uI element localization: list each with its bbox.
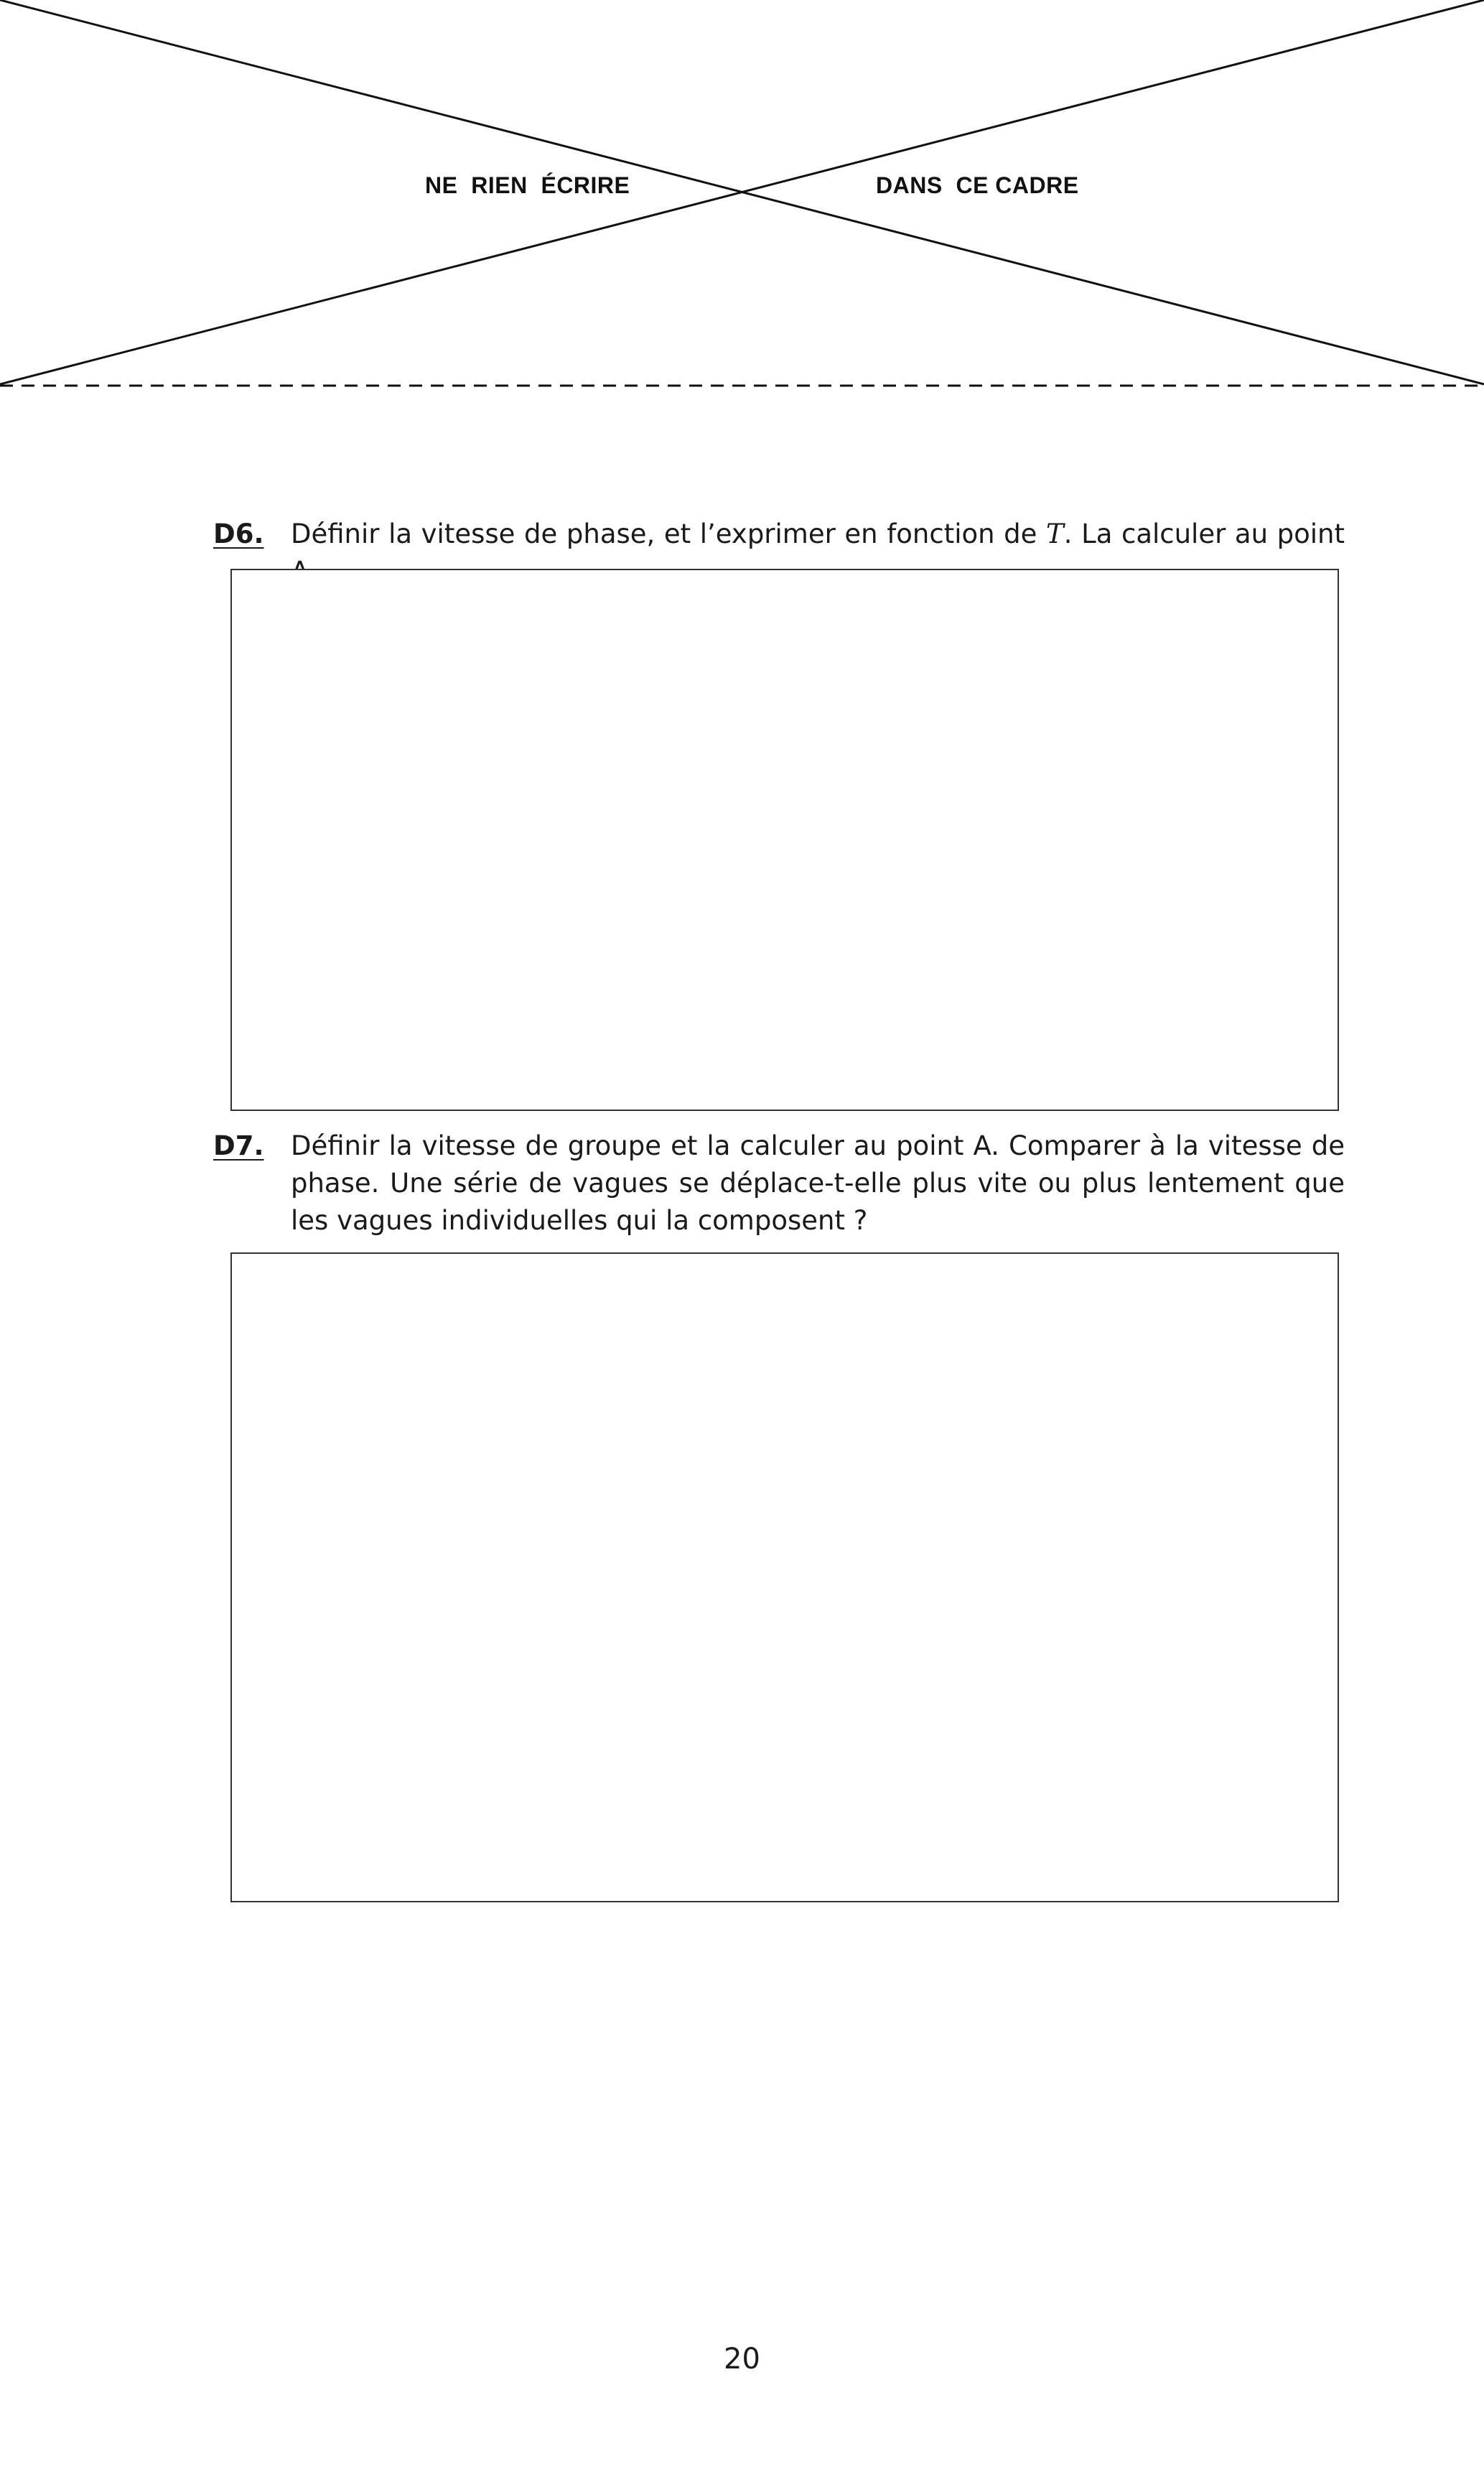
- question-text: Définir la vitesse de phase, et l’exprimer en fonction de T. La calculer au point: [291, 518, 1345, 549]
- do-not-write-zone: [0, 0, 1484, 388]
- question-text: Définir la vitesse de groupe et la calculer au point A. Comparer à la vitesse de phase. Une série de vagues se déplace-t-elle plus vite ou plus lentement que les vagues individuelles qui la composent ?: [291, 1130, 1345, 1236]
- variable-t: T: [1046, 518, 1064, 549]
- page-number: 20: [724, 2343, 760, 2376]
- question-number: D7.: [213, 1130, 264, 1161]
- answer-box-d6[interactable]: [230, 569, 1339, 1111]
- question-number: D6.: [213, 518, 264, 549]
- do-not-write-label-right: DANS CE CADRE: [876, 172, 1079, 198]
- answer-box-d7[interactable]: [230, 1252, 1339, 1902]
- do-not-write-label-left: NE RIEN ÉCRIRE: [425, 172, 630, 198]
